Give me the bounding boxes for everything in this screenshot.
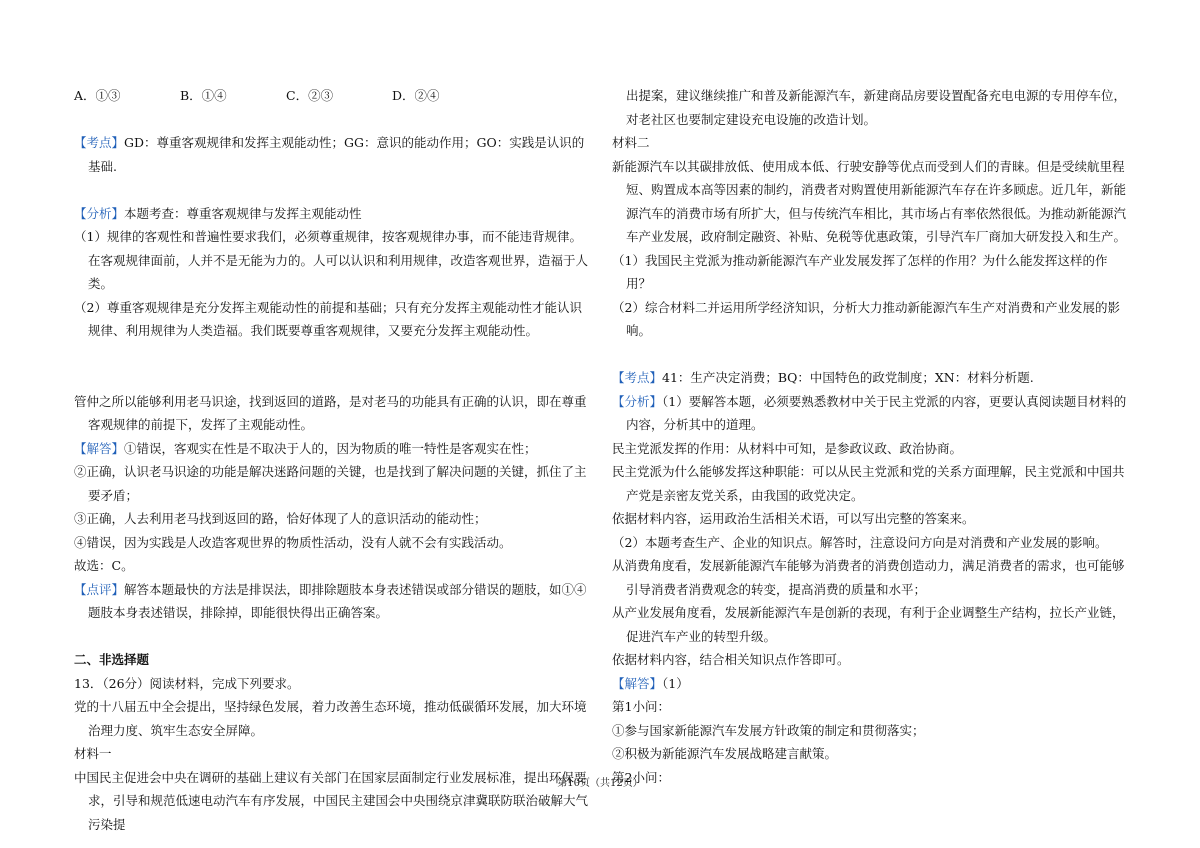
jieda-point-3: ③正确，人去利用老马找到返回的路，恰好体现了人的意识活动的能动性；: [74, 511, 487, 526]
sub-question-1-label: 第1小问：: [612, 699, 670, 714]
sub-question-1-point-2: ②积极为新能源汽车发展战略建言献策。: [612, 746, 838, 761]
dianping-left: [74, 578, 590, 625]
left-column: [74, 84, 590, 836]
section-title: 二、非选择题: [74, 652, 150, 667]
kaodian-text: 41：生产决定消费；BQ：中国特色的政党制度；XN：材料分析题.: [662, 370, 1034, 385]
material2-label: 材料二: [612, 135, 650, 150]
analysis-4: （2）本题考查生产、企业的知识点。解答时，注意设问方向是对消费和产业发展的影响。: [612, 534, 1108, 550]
fenxi-left: [74, 202, 590, 226]
kaodian-right: [612, 366, 1132, 390]
page-footer: 第10页（共12页）: [557, 778, 643, 789]
kaodian-left: [74, 131, 590, 178]
material1-continued: 出提案，建议继续推广和普及新能源汽车，新建商品房要设置配备充电电源的专用停车位，对老社区也要制定建设充电设施的改造计划。: [626, 88, 1127, 127]
jieda-tag: 【解答】: [74, 440, 125, 456]
answer-line: 故选：C。: [74, 558, 134, 573]
fenxi-tag: 【分析】: [74, 205, 125, 221]
material1-label: 材料一: [74, 746, 112, 761]
fenxi-text: 本题考查：尊重客观规律与发挥主观能动性: [124, 205, 362, 221]
fenxi-point-1: （1）规律的客观性和普遍性要求我们，必须尊重规律，按客观规律办事，而不能违背规律。在客观规律面前，人并不是无能为力的。人可以认识和利用规律，改造客观世界，造福于人类。: [74, 229, 589, 291]
option-c: C．②③: [286, 88, 334, 103]
kaodian-text: GD：尊重客观规律和发挥主观能动性；GG：意识的能动作用；GO：实践是认识的基础.: [88, 135, 585, 174]
sub-question-2-label: 第2小问：: [612, 769, 670, 785]
answer-options: [74, 84, 590, 108]
question-13: 13．（26分）阅读材料，完成下列要求。: [74, 675, 300, 691]
analysis-6: 从产业发展角度看，发展新能源汽车是创新的表现，有利于企业调整生产结构，拉长产业链，促进汽车产业的转型升级。: [612, 605, 1125, 644]
jieda-text: （1）: [662, 675, 689, 691]
question-13-intro: 党的十八届五中全会提出，坚持绿色发展，着力改善生态环境，推动低碳循环发展，加大环境治理力度、筑牢生态安全屏障。: [74, 699, 587, 738]
jieda-point-2: ②正确，认识老马识途的功能是解决迷路问题的关键，也是找到了解决问题的关键，抓住了主要矛盾；: [74, 464, 587, 503]
jieda-text: ①错误，客观实在性是不取决于人的，因为物质的唯一特性是客观实在性；: [124, 440, 537, 456]
dianping-tag: 【点评】: [74, 581, 125, 597]
question-1: （1）我国民主党派为推动新能源汽车产业发展发挥了怎样的作用？为什么能发挥这样的作用？: [612, 252, 1108, 291]
question-2: （2）综合材料二并运用所学经济知识，分析大力推动新能源汽车生产对消费和产业发展的影响。: [612, 299, 1120, 338]
guanzhong-paragraph: 管仲之所以能够利用老马识途，找到返回的道路，是对老马的功能具有正确的认识，即在尊重客观规律的前提下，发挥了主观能动性。: [74, 393, 587, 432]
jieda-point-4: ④错误，因为实践是人改造客观世界的物质性活动，没有人就不会有实践活动。: [74, 534, 512, 550]
right-column: [612, 84, 1132, 789]
fenxi-right: [612, 390, 1132, 437]
option-d: D．②④: [392, 88, 440, 103]
option-a: A．①③: [74, 88, 121, 103]
analysis-7: 依据材料内容，结合相关知识点作答即可。: [612, 652, 850, 667]
fenxi-text: （1）要解答本题，必须要熟悉教材中关于民主党派的内容，更要认真阅读题目材料的内容，分析其中的道理。: [626, 393, 1127, 432]
sub-question-1-point-1: ①参与国家新能源汽车发展方针政策的制定和贯彻落实；: [612, 722, 925, 738]
material1-text: 中国民主促进会中央在调研的基础上建议有关部门在国家层面制定行业发展标准，提出环保要求，引导和规范低速电动汽车有序发展，中国民主建国会中央围绕京津冀联防联治破解大气污染提: [74, 769, 589, 832]
jieda-right: [612, 672, 1132, 696]
analysis-1: 民主党派发挥的作用：从材料中可知，是参政议政、政治协商。: [612, 440, 963, 456]
material2-text: 新能源汽车以其碳排放低、使用成本低、行驶安静等优点而受到人们的青睐。但是受续航里程短、购置成本高等因素的制约，消费者对购置使用新能源汽车存在许多顾虑。近几年，新能源汽车的消费市场有所扩大，但与传统汽车相比，其市场占有率依然很低。为推动新能源汽车产业发展，政府制定融资、补贴、免税等优惠政策，引导汽车厂商加大研发投入和生产。: [612, 158, 1127, 244]
kaodian-tag: 【考点】: [74, 135, 125, 150]
option-b: B．①④: [180, 88, 227, 103]
jieda-tag: 【解答】: [612, 675, 663, 691]
fenxi-point-2: （2）尊重客观规律是充分发挥主观能动性的前提和基础；只有充分发挥主观能动性才能认识规律、利用规律为人类造福。我们既要尊重客观规律，又要充分发挥主观能动性。: [74, 299, 582, 338]
analysis-3: 依据材料内容，运用政治生活相关术语，可以写出完整的答案来。: [612, 511, 975, 526]
jieda-left: [74, 437, 590, 461]
analysis-5: 从消费角度看，发展新能源汽车能够为消费者的消费创造动力，满足消费者的需求，也可能够引导消费者消费观念的转变，提高消费的质量和水平；: [612, 558, 1125, 597]
analysis-2: 民主党派为什么能够发挥这种职能：可以从民主党派和党的关系方面理解，民主党派和中国共产党是亲密友党关系，由我国的政党决定。: [612, 464, 1125, 503]
dianping-text: 解答本题最快的方法是排误法，即排除题肢本身表述错误或部分错误的题肢，如①④题肢本身表述错误，排除掉，即能很快得出正确答案。: [88, 581, 587, 620]
fenxi-tag: 【分析】: [612, 393, 663, 409]
kaodian-tag: 【考点】: [612, 370, 663, 385]
